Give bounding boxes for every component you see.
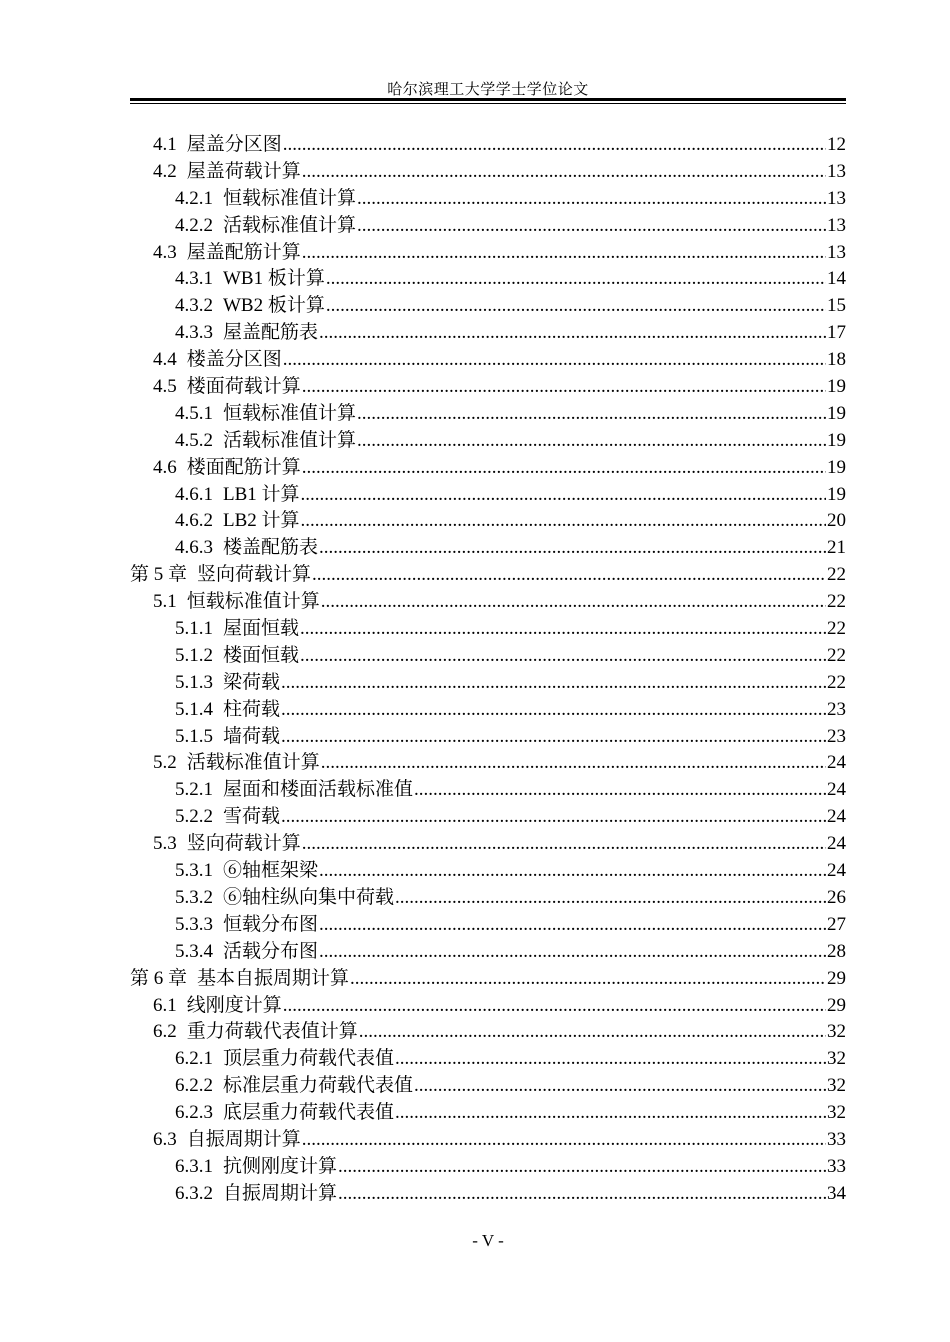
toc-entry-title: 恒载标准值计算 <box>223 402 357 424</box>
toc-entry[interactable] <box>130 293 846 320</box>
toc-dot-leader <box>359 1019 826 1046</box>
toc-entry-number: 6.3 <box>153 1128 177 1150</box>
toc-entry-number: 5.1.2 <box>175 644 213 666</box>
toc-entry-number: 4.6 <box>153 456 177 478</box>
toc-entry[interactable] <box>130 643 846 670</box>
toc-dot-leader <box>319 858 826 885</box>
toc-entry-title: 屋盖配筋计算 <box>186 241 301 263</box>
toc-entry-page: 22 <box>827 591 846 613</box>
toc-entry[interactable] <box>130 508 846 535</box>
toc-entry[interactable] <box>130 482 846 509</box>
toc-entry-page: 34 <box>827 1182 846 1204</box>
toc-dot-leader <box>302 1127 826 1154</box>
toc-entry-page: 22 <box>827 671 846 693</box>
toc-entry[interactable] <box>130 213 846 240</box>
toc-entry-page: 19 <box>827 376 846 398</box>
toc-entry[interactable] <box>130 455 846 482</box>
toc-entry-title: 屋面和楼面活载标准值 <box>223 779 414 801</box>
toc-entry-number: 5.1.3 <box>175 671 213 693</box>
toc-entry[interactable] <box>130 1046 846 1073</box>
toc-entry-number: 4.3 <box>153 241 177 263</box>
toc-entry[interactable] <box>130 993 846 1020</box>
toc-entry[interactable] <box>130 750 846 777</box>
toc-entry[interactable] <box>130 240 846 267</box>
toc-dot-leader <box>395 1100 826 1127</box>
toc-entry-page: 26 <box>827 886 846 908</box>
toc-entry-page: 17 <box>827 322 846 344</box>
toc-dot-leader <box>281 670 826 697</box>
toc-entry-number: 6.2.2 <box>175 1075 213 1097</box>
toc-entry-number: 第 5 章 <box>130 564 188 586</box>
toc-dot-leader <box>338 1154 826 1181</box>
toc-entry-title: 活载标准值计算 <box>223 214 357 236</box>
toc-dot-leader <box>319 912 826 939</box>
toc-dot-leader <box>283 132 826 159</box>
toc-entry-page: 13 <box>827 160 846 182</box>
toc-entry-title: ⑥轴框架梁 <box>223 860 319 882</box>
toc-entry-title: 柱荷载 <box>223 698 281 720</box>
table-of-contents <box>130 132 846 1208</box>
toc-dot-leader <box>283 347 826 374</box>
toc-entry-number: 6.1 <box>153 994 177 1016</box>
toc-entry-title: 雪荷载 <box>223 806 281 828</box>
toc-entry[interactable] <box>130 159 846 186</box>
toc-entry-page: 33 <box>827 1155 846 1177</box>
toc-entry-number: 5.3 <box>153 833 177 855</box>
toc-entry-title: 楼盖分区图 <box>186 349 282 371</box>
toc-entry[interactable] <box>130 697 846 724</box>
toc-entry-title: 自振周期计算 <box>223 1182 338 1204</box>
toc-entry-number: 6.3.1 <box>175 1155 213 1177</box>
toc-dot-leader <box>326 266 826 293</box>
toc-dot-leader <box>357 186 826 213</box>
toc-entry-title: 自振周期计算 <box>186 1128 301 1150</box>
toc-entry-number: 5.2 <box>153 752 177 774</box>
toc-dot-leader <box>319 535 826 562</box>
toc-entry-title: 抗侧刚度计算 <box>223 1155 338 1177</box>
toc-entry-number: 4.3.3 <box>175 322 213 344</box>
toc-entry-page: 15 <box>827 295 846 317</box>
toc-entry-page: 19 <box>827 456 846 478</box>
toc-dot-leader <box>301 482 826 509</box>
toc-entry-title: 线刚度计算 <box>186 994 282 1016</box>
toc-dot-leader <box>312 562 826 589</box>
toc-entry[interactable] <box>130 347 846 374</box>
toc-entry[interactable] <box>130 428 846 455</box>
toc-entry[interactable] <box>130 266 846 293</box>
toc-entry[interactable] <box>130 939 846 966</box>
toc-entry-title: LB1 计算 <box>223 483 300 505</box>
toc-entry-number: 5.3.1 <box>175 860 213 882</box>
toc-entry[interactable] <box>130 589 846 616</box>
toc-dot-leader <box>414 1073 826 1100</box>
toc-entry-number: 5.3.4 <box>175 940 213 962</box>
toc-entry[interactable] <box>130 562 846 589</box>
toc-entry-number: 4.6.3 <box>175 537 213 559</box>
toc-entry-title: 重力荷载代表值计算 <box>186 1021 358 1043</box>
toc-entry-number: 6.2 <box>153 1021 177 1043</box>
toc-entry-title: 楼盖配筋表 <box>223 537 319 559</box>
toc-entry[interactable] <box>130 885 846 912</box>
toc-entry-number: 4.6.2 <box>175 510 213 532</box>
toc-entry-number: 5.3.3 <box>175 913 213 935</box>
toc-entry-number: 4.1 <box>153 134 177 155</box>
toc-dot-leader <box>357 213 826 240</box>
toc-entry-title: 顶层重力荷载代表值 <box>223 1048 395 1070</box>
toc-entry-page: 24 <box>827 860 846 882</box>
toc-dot-leader <box>281 804 826 831</box>
toc-entry-page: 19 <box>827 429 846 451</box>
toc-dot-leader <box>302 374 826 401</box>
toc-entry[interactable] <box>130 132 846 159</box>
toc-dot-leader <box>350 966 826 993</box>
toc-entry-page: 27 <box>827 913 846 935</box>
toc-entry-page: 29 <box>827 967 846 989</box>
toc-dot-leader <box>395 1046 826 1073</box>
toc-entry-page: 13 <box>827 187 846 209</box>
toc-entry-title: 楼面配筋计算 <box>186 456 301 478</box>
toc-dot-leader <box>321 750 826 777</box>
toc-entry[interactable] <box>130 724 846 751</box>
toc-entry-page: 33 <box>827 1128 846 1150</box>
toc-entry-number: 4.5.2 <box>175 429 213 451</box>
toc-entry-number: 5.3.2 <box>175 886 213 908</box>
toc-entry-page: 24 <box>827 779 846 801</box>
toc-entry[interactable] <box>130 1019 846 1046</box>
toc-entry-page: 32 <box>827 1021 846 1043</box>
toc-entry-title: 楼面恒载 <box>223 644 300 666</box>
toc-entry-page: 20 <box>827 510 846 532</box>
toc-entry-page: 13 <box>827 241 846 263</box>
toc-entry-number: 4.2 <box>153 160 177 182</box>
toc-dot-leader <box>302 240 826 267</box>
toc-entry[interactable] <box>130 186 846 213</box>
toc-entry-title: 标准层重力荷载代表值 <box>223 1075 414 1097</box>
toc-dot-leader <box>300 616 826 643</box>
toc-entry-page: 24 <box>827 752 846 774</box>
toc-entry-title: 竖向荷载计算 <box>186 833 301 855</box>
toc-entry-number: 6.2.3 <box>175 1102 213 1124</box>
toc-entry[interactable] <box>130 858 846 885</box>
toc-entry-number: 4.3.1 <box>175 268 213 290</box>
toc-entry-page: 23 <box>827 725 846 747</box>
toc-entry-number: 5.2.1 <box>175 779 213 801</box>
header-rule-thick <box>130 98 846 101</box>
toc-entry-number: 4.5 <box>153 376 177 398</box>
toc-dot-leader <box>357 401 826 428</box>
toc-entry-number: 5.2.2 <box>175 806 213 828</box>
toc-entry-title: 屋盖荷载计算 <box>186 160 301 182</box>
toc-entry-title: 屋面恒载 <box>223 618 300 640</box>
toc-entry[interactable] <box>130 1127 846 1154</box>
toc-dot-leader <box>338 1181 826 1208</box>
toc-dot-leader <box>319 939 826 966</box>
toc-entry-number: 4.4 <box>153 349 177 371</box>
toc-entry-page: 23 <box>827 698 846 720</box>
toc-entry-number: 4.3.2 <box>175 295 213 317</box>
toc-dot-leader <box>301 508 826 535</box>
toc-dot-leader <box>302 831 826 858</box>
toc-entry-page: 32 <box>827 1048 846 1070</box>
toc-entry-title: LB2 计算 <box>223 510 300 532</box>
toc-entry-page: 14 <box>827 268 846 290</box>
toc-entry[interactable] <box>130 374 846 401</box>
toc-dot-leader <box>281 724 826 751</box>
toc-entry[interactable] <box>130 777 846 804</box>
toc-entry-number: 6.3.2 <box>175 1182 213 1204</box>
toc-entry-page: 22 <box>827 564 846 586</box>
toc-entry-title: WB1 板计算 <box>223 268 325 290</box>
toc-entry-page: 19 <box>827 402 846 424</box>
toc-entry-title: 竖向荷载计算 <box>197 564 312 586</box>
toc-entry-number: 5.1.4 <box>175 698 213 720</box>
running-header: 哈尔滨理工大学学士学位论文 <box>387 82 589 98</box>
toc-entry[interactable] <box>130 535 846 562</box>
toc-entry-title: 屋盖配筋表 <box>223 322 319 344</box>
toc-entry-title: 基本自振周期计算 <box>197 967 350 989</box>
toc-entry[interactable] <box>130 616 846 643</box>
toc-entry-title: 活载标准值计算 <box>186 752 320 774</box>
toc-entry[interactable] <box>130 1181 846 1208</box>
toc-entry[interactable] <box>130 831 846 858</box>
toc-dot-leader <box>302 159 826 186</box>
toc-entry-page: 32 <box>827 1102 846 1124</box>
toc-entry-page: 18 <box>827 349 846 371</box>
toc-entry[interactable] <box>130 1073 846 1100</box>
toc-entry-page: 24 <box>827 806 846 828</box>
toc-entry-title: 梁荷载 <box>223 671 281 693</box>
toc-entry-title: 墙荷载 <box>223 725 281 747</box>
toc-entry-page: 24 <box>827 833 846 855</box>
toc-entry[interactable] <box>130 804 846 831</box>
toc-entry-number: 6.2.1 <box>175 1048 213 1070</box>
toc-entry-title: 恒载标准值计算 <box>223 187 357 209</box>
toc-entry-number: 5.1.5 <box>175 725 213 747</box>
toc-entry-title: 底层重力荷载代表值 <box>223 1102 395 1124</box>
toc-entry[interactable] <box>130 1154 846 1181</box>
toc-entry-page: 29 <box>827 994 846 1016</box>
toc-dot-leader <box>326 293 826 320</box>
toc-dot-leader <box>357 428 826 455</box>
page-number: - V - <box>472 1231 504 1250</box>
toc-entry[interactable] <box>130 912 846 939</box>
toc-entry-title: 恒载分布图 <box>223 913 319 935</box>
toc-entry-number: 4.6.1 <box>175 483 213 505</box>
toc-dot-leader <box>395 885 826 912</box>
toc-entry-page: 32 <box>827 1075 846 1097</box>
toc-entry[interactable] <box>130 320 846 347</box>
toc-entry[interactable] <box>130 1100 846 1127</box>
toc-entry[interactable] <box>130 966 846 993</box>
toc-entry-number: 4.2.2 <box>175 214 213 236</box>
toc-dot-leader <box>321 589 826 616</box>
toc-entry-page: 28 <box>827 940 846 962</box>
toc-entry-page: 13 <box>827 214 846 236</box>
toc-entry-number: 4.5.1 <box>175 402 213 424</box>
toc-entry-page: 21 <box>827 537 846 559</box>
toc-entry-title: WB2 板计算 <box>223 295 325 317</box>
header-rule-thin <box>130 103 846 104</box>
toc-entry-page: 22 <box>827 644 846 666</box>
toc-dot-leader <box>283 993 826 1020</box>
toc-entry-title: 活载标准值计算 <box>223 429 357 451</box>
toc-entry-page: 22 <box>827 618 846 640</box>
toc-dot-leader <box>281 697 826 724</box>
toc-dot-leader <box>319 320 826 347</box>
toc-entry[interactable] <box>130 401 846 428</box>
toc-entry-title: 屋盖分区图 <box>186 134 282 155</box>
toc-dot-leader <box>414 777 826 804</box>
toc-entry-title: 楼面荷载计算 <box>186 376 301 398</box>
toc-entry-title: ⑥轴柱纵向集中荷载 <box>223 886 395 908</box>
toc-entry-page: 19 <box>827 483 846 505</box>
toc-entry[interactable] <box>130 670 846 697</box>
toc-entry-title: 活载分布图 <box>223 940 319 962</box>
toc-entry-page: 12 <box>827 134 846 155</box>
toc-dot-leader <box>302 455 826 482</box>
toc-entry-number: 4.2.1 <box>175 187 213 209</box>
toc-entry-number: 第 6 章 <box>130 967 188 989</box>
toc-entry-number: 5.1.1 <box>175 618 213 640</box>
toc-entry-title: 恒载标准值计算 <box>186 591 320 613</box>
toc-entry-number: 5.1 <box>153 591 177 613</box>
toc-dot-leader <box>300 643 826 670</box>
